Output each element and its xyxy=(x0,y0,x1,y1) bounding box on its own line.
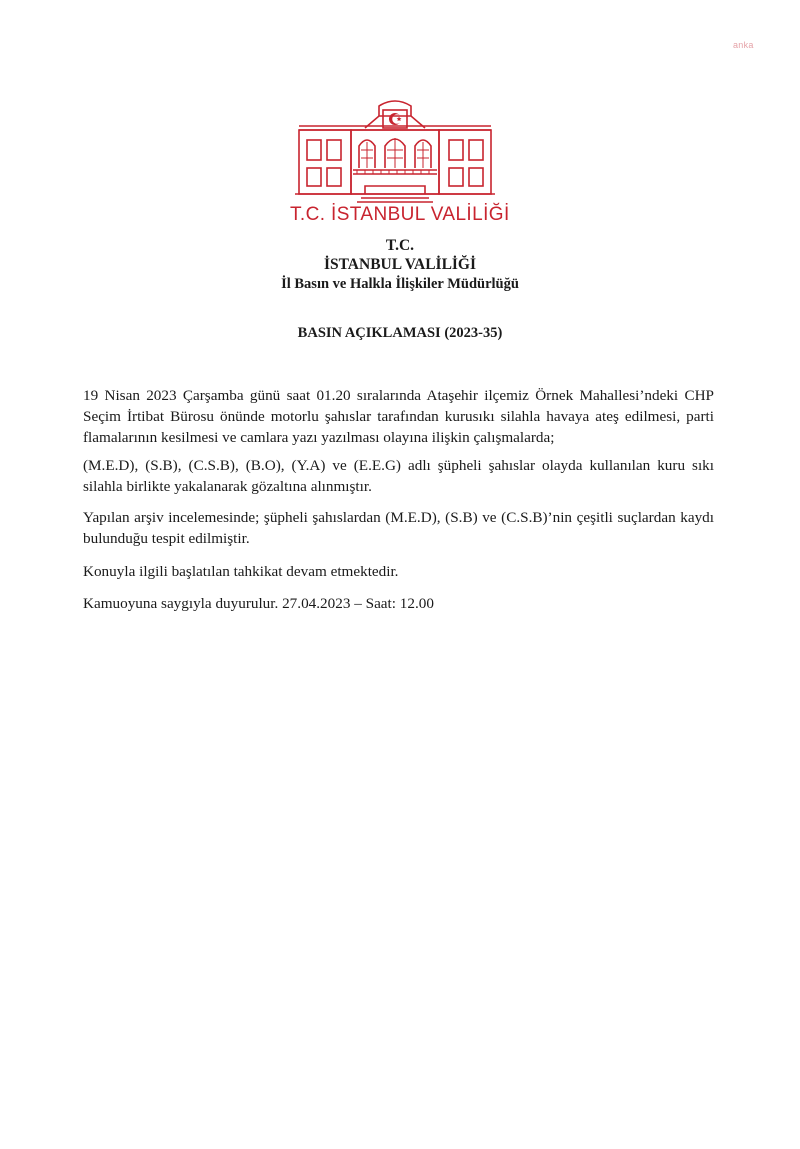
paragraph-investigation: Konuyla ilgili başlatılan tahkikat devam etmektedir. xyxy=(83,563,399,580)
paragraph-closing: Kamuoyuna saygıyla duyurulur. 27.04.2023 – Saat: 12.00 xyxy=(83,595,434,612)
body-paragraph xyxy=(83,385,714,448)
watermark-text: anka xyxy=(733,40,754,50)
paragraph-records: Yapılan arşiv incelemesinde; şüpheli şahıslardan (M.E.D), (S.B) ve (C.S.B)’nin çeşitli suçlardan kaydı bulunduğu tespit edilmiştir. xyxy=(83,509,714,547)
building-logo-icon xyxy=(295,94,495,206)
paragraph-incident: 19 Nisan 2023 Çarşamba günü saat 01.20 sıralarında Ataşehir ilçemiz Örnek Mahallesi’ndeki CHP Seçim İrtibat Bürosu önünde motorlu şahıslar tarafından kurusıkı silahla havaya ateş edilmesi, parti flamalarının kesilmesi ve camlara yazı yazılması olayına ilişkin çalışmalarda; xyxy=(83,387,714,446)
body-paragraph xyxy=(83,561,714,582)
press-release-title: BASIN AÇIKLAMASI (2023-35) xyxy=(297,325,503,341)
emblem-caption: T.C. İSTANBUL VALİLİĞİ xyxy=(290,204,510,225)
paragraph-suspects: (M.E.D), (S.B), (C.S.B), (B.O), (Y.A) ve (E.E.G) adlı şüpheli şahıslar olayda kullanılan kuru sıkı silahla birlikte yakalanarak gözaltına alınmıştır. xyxy=(83,457,714,495)
header-tc: T.C. xyxy=(385,237,415,254)
body-paragraph xyxy=(83,455,714,497)
body-paragraph xyxy=(83,507,714,549)
body-paragraph xyxy=(83,593,714,614)
header-governorship: İSTANBUL VALİLİĞİ xyxy=(323,256,477,273)
header-directorate: İl Basın ve Halkla İlişkiler Müdürlüğü xyxy=(281,276,519,292)
